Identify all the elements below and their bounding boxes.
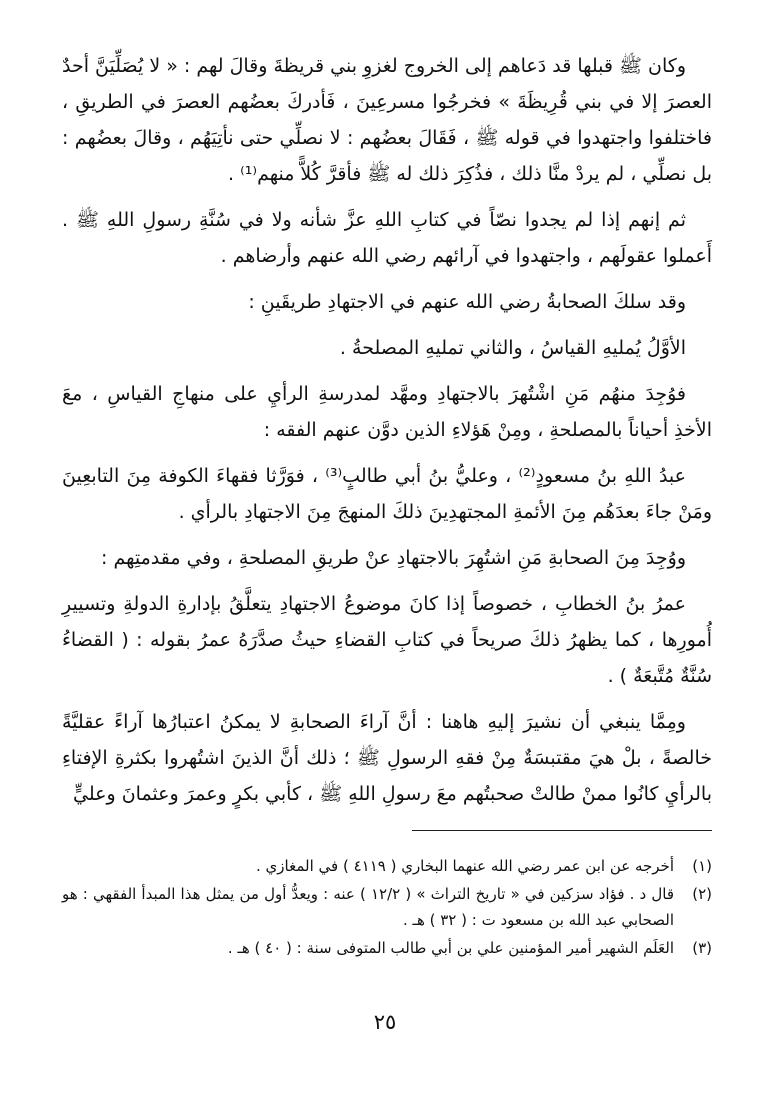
paragraph-umar: عمرُ بنُ الخطابِ ، خصوصاً إذا كانَ موضوعُ الاجتهادِ يتعلَّقُ بإدارةِ الدولةِ وتسييرِ أُمورِها ، كما يظهرُ ذلكَ صريحاً في كتابِ القضاءِ حيثُ صدَّرَهُ عمرُ بقوله : ( القضاءُ سُنَّةٌ مُتَّبعَةٌ ) . <box>62 593 712 687</box>
paragraph-two-methods: وقد سلكَ الصحابةُ رضي الله عنهم في الاجتهادِ طريقَينِ : <box>248 291 686 313</box>
footnote-number: (٢) <box>692 885 712 903</box>
footnote-number: (١) <box>692 857 712 875</box>
footnote-1 <box>62 853 712 879</box>
paragraph-companions-opinions: ومِمَّا ينبغي أن نشيرَ إليهِ هاهنا : أنَّ آراءَ الصحابةِ لا يمكنُ اعتبارُها آراءً عقليَّةً خالصةً ، بلْ هيَ مقتبسَةٌ مِنْ فقهِ الرسولِ ﷺ ؛ ذلك أنَّ الذينَ اشتُهروا بكثرةِ الإفتاءِ بالرأيِ كانُوا ممنْ طالتْ صحبتُهم معَ رسولِ اللهِ ﷺ ، كأبي بكرٍ وعمرَ وعثمانَ وعليٍّ <box>62 711 712 805</box>
footnote-3 <box>62 935 712 961</box>
paragraph-first-second-method: الأوَّلُ يُمليهِ القياسُ ، والثاني تمليهِ المصلحةُ . <box>339 337 686 359</box>
paragraph-ijtihad-without-text: ثم إنهم إذا لم يجدوا نصّاً في كتابِ اللهِ عزَّ شأنه ولا في سُنَّةِ رسولِ اللهِ ﷺ . أَعملوا عقولَهم ، واجتهدوا في آرائهم رضي الله عنهم وأرضاهم . <box>62 209 712 267</box>
paragraph-ibn-masud-ali: عبدُ اللهِ بنُ مسعودٍ⁽²⁾ ، وعليُّ بنُ أبي طالبٍ⁽³⁾ ، فوَرَّثا فقهاءَ الكوفة مِنَ التابعِينَ ومَنْ جاءَ بعدَهُم مِنَ الأئمةِ المجتهدِينَ ذلكَ المنهجَ مِنَ الاجتهادِ بالرأي . <box>62 465 712 523</box>
footnotes <box>62 853 712 961</box>
page-number: ٢٥ <box>373 1010 397 1034</box>
footnote-2 <box>62 881 712 933</box>
footnote-number: (٣) <box>692 939 712 957</box>
paragraph-maslaha-school: ووُجِدَ مِنَ الصحابةِ مَنِ اشتُهِرَ بالاجتهادِ عنْ طريقِ المصلحةِ ، وفي مقدمتِهم : <box>101 547 686 569</box>
footnote-separator-wrap <box>62 822 712 853</box>
footnote-separator <box>412 830 712 831</box>
footnote-text: العَلَم الشهير أمير المؤمنين علي بن أبي طالب المتوفى سنة : ( ٤٠ ) هـ . <box>227 939 674 957</box>
footnote-text: أخرجه عن ابن عمر رضي الله عنهما البخاري ( ٤١١٩ ) في المغازي . <box>256 857 674 875</box>
paragraph-qiyas-school: فوُجِدَ منهُم مَنِ اشْتُهرَ بالاجتهادِ ومهَّد لمدرسةِ الرأيِ على منهاجِ القياسِ ، معَ الأخذِ أحياناً بالمصلحةِ ، ومِنْ هَؤلاءِ الذين دوَّن عنهم الفقه : <box>62 383 712 441</box>
paragraph-banu-qurayza: وكان ﷺ قبلها قد دَعاهم إلى الخروج لغزوِ بني قريظةَ وقالَ لهم : « لا يُصَلِّيَنَّ أحدٌ العصرَ إلا في بني قُرِيظَةَ » فخرجُوا مسرعِينَ ، فَأدركَ بعضُهم العصرَ في الطريقِ ، فاختلفوا واجتهدوا في قوله ﷺ ، فَقَالَ بعضُهم : لا نصلِّي حتى نأتِيَهُم ، وقالَ بعضُهم : بل نصلِّي ، لم يردْ منَّا ذلك ، فذُكِرَ ذلك له ﷺ فأقرَّ كُلاًّ منهم⁽¹⁾ . <box>62 55 712 185</box>
footnote-text: قال د . فؤاد سزكين في « تاريخ التراث » ( ١٢/٢ ) عنه : ويعدُّ أول من يمثل هذا المبدأ الفقهي : هو الصحابي عبد الله بن مسعود ت : ( ٣٢ ) هـ . <box>62 885 674 929</box>
page-body <box>62 48 712 963</box>
